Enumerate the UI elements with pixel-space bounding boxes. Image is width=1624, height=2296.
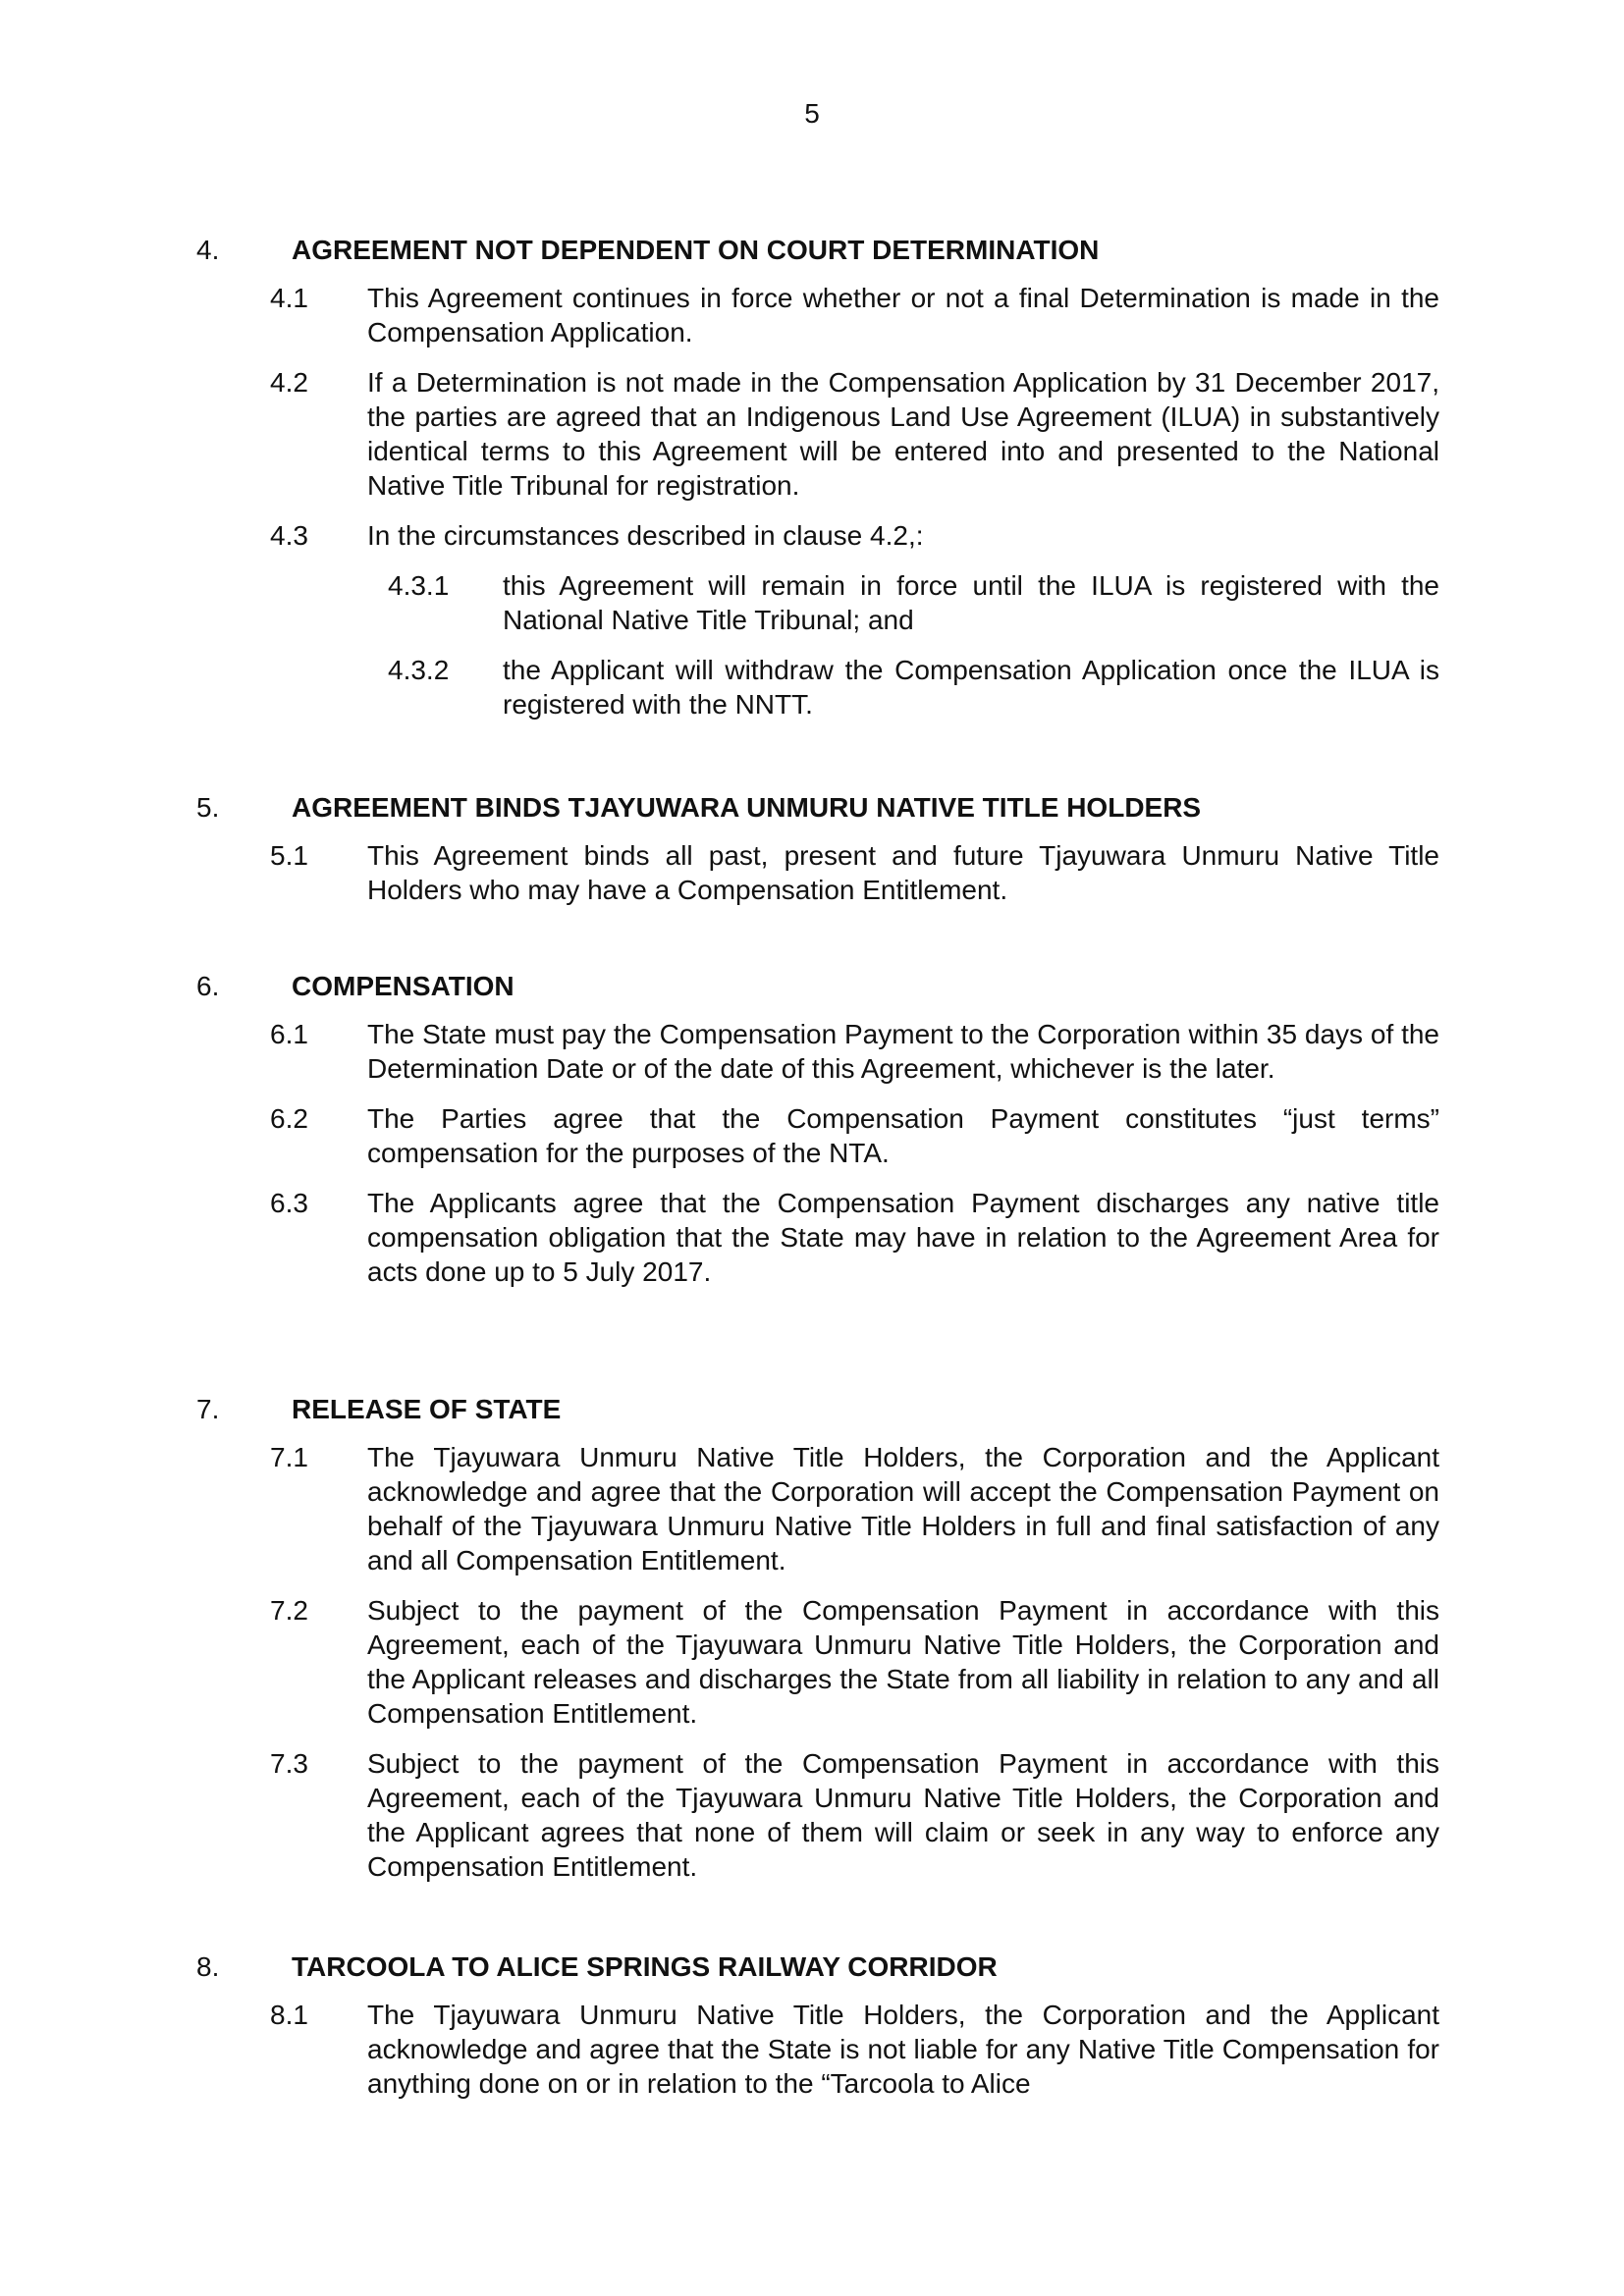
clause-number: 4.2: [270, 367, 308, 398]
clause-text: This Agreement binds all past, present and future Tjayuwara Unmuru Native Title Holders who may have a Compensation Entitlement.: [367, 840, 1439, 905]
clause-text: The Parties agree that the Compensation Payment constitutes “just terms” compensation for the purposes of the NTA.: [367, 1103, 1439, 1168]
clause-text: This Agreement continues in force whether or not a final Determination is made in the Compensation Application.: [367, 283, 1439, 347]
clause-text: Subject to the payment of the Compensation Payment in accordance with this Agreement, each of the Tjayuwara Unmuru Native Title Holders, the Corporation and the Applicant releases and discharges the State from all liability in relation to any and all Compensation Entitlement.: [367, 1595, 1439, 1729]
section-number: 4.: [196, 235, 220, 265]
section-title: COMPENSATION: [292, 971, 514, 1001]
clause-number: 5.1: [270, 840, 308, 871]
section-number: 5.: [196, 792, 220, 823]
clause-number: 7.3: [270, 1748, 308, 1779]
clause-number: 8.1: [270, 2000, 308, 2030]
section-6: [196, 969, 1439, 1305]
section-title: AGREEMENT NOT DEPENDENT ON COURT DETERMINATION: [292, 235, 1100, 265]
subclause-text: the Applicant will withdraw the Compensation Application once the ILUA is registered with the NNTT.: [503, 655, 1439, 720]
clause-6-2: [270, 1101, 1439, 1170]
clause-number: 6.3: [270, 1188, 308, 1218]
clause-number: 7.2: [270, 1595, 308, 1626]
clause-7-1: [270, 1440, 1439, 1577]
clause-text: The Tjayuwara Unmuru Native Title Holders, the Corporation and the Applicant acknowledge and agree that the Corporation will accept the Compensation Payment on behalf of the Tjayuwara Unmuru Native Title Holders in full and final satisfaction of any and all Compensation Entitlement.: [367, 1442, 1439, 1575]
clause-text: The Applicants agree that the Compensation Payment discharges any native title compensation obligation that the State may have in relation to the Agreement Area for acts done up to 5 July 2017.: [367, 1188, 1439, 1287]
clause-text: The State must pay the Compensation Payment to the Corporation within 35 days of the Determination Date or of the date of this Agreement, whichever is the later.: [367, 1019, 1439, 1084]
page-number: 5: [804, 98, 820, 129]
section-8: [196, 1949, 1439, 2116]
section-title: AGREEMENT BINDS TJAYUWARA UNMURU NATIVE TITLE HOLDERS: [292, 792, 1202, 823]
section-heading: [196, 790, 1439, 825]
clause-7-2: [270, 1593, 1439, 1731]
section-number: 7.: [196, 1394, 220, 1424]
section-number: 6.: [196, 971, 220, 1001]
subclause-number: 4.3.2: [388, 655, 450, 685]
clause-number: 4.3: [270, 520, 308, 551]
section-heading: [196, 1392, 1439, 1426]
clause-8-1: [270, 1998, 1439, 2101]
clause-number: 6.1: [270, 1019, 308, 1049]
clause-text: If a Determination is not made in the Compensation Application by 31 December 2017, the parties are agreed that an Indigenous Land Use Agreement (ILUA) in substantively identical terms to this Agreement will be entered into and presented to the National Native Title Tribunal for registration.: [367, 367, 1439, 501]
section-heading: [196, 233, 1439, 267]
clause-5-1: [270, 838, 1439, 907]
section-number: 8.: [196, 1951, 220, 1982]
clause-7-3: [270, 1746, 1439, 1884]
subclause-text: this Agreement will remain in force until the ILUA is registered with the National Native Title Tribunal; and: [503, 570, 1439, 635]
clause-number: 6.2: [270, 1103, 308, 1134]
clause-6-3: [270, 1186, 1439, 1289]
clause-text: Subject to the payment of the Compensation Payment in accordance with this Agreement, each of the Tjayuwara Unmuru Native Title Holders, the Corporation and the Applicant agrees that none of them will claim or seek in any way to enforce any Compensation Entitlement.: [367, 1748, 1439, 1882]
section-4: [196, 233, 1439, 737]
subclause-4-3-2: [388, 653, 1439, 721]
section-title: TARCOOLA TO ALICE SPRINGS RAILWAY CORRIDOR: [292, 1951, 998, 1982]
clause-number: 4.1: [270, 283, 308, 313]
clause-text: In the circumstances described in clause 4.2,:: [367, 520, 924, 551]
clause-6-1: [270, 1017, 1439, 1086]
clause-4-3: [270, 518, 1439, 553]
subclause-4-3-1: [388, 568, 1439, 637]
section-5: [196, 790, 1439, 923]
clause-4-1: [270, 281, 1439, 349]
subclause-number: 4.3.1: [388, 570, 450, 601]
section-title: RELEASE OF STATE: [292, 1394, 562, 1424]
clause-text: The Tjayuwara Unmuru Native Title Holders, the Corporation and the Applicant acknowledge and agree that the State is not liable for any Native Title Compensation for anything done on or in relation to the “Tarcoola to Alice: [367, 2000, 1439, 2099]
section-heading: [196, 969, 1439, 1003]
clause-number: 7.1: [270, 1442, 308, 1472]
section-heading: [196, 1949, 1439, 1984]
section-7: [196, 1392, 1439, 1899]
clause-4-2: [270, 365, 1439, 503]
